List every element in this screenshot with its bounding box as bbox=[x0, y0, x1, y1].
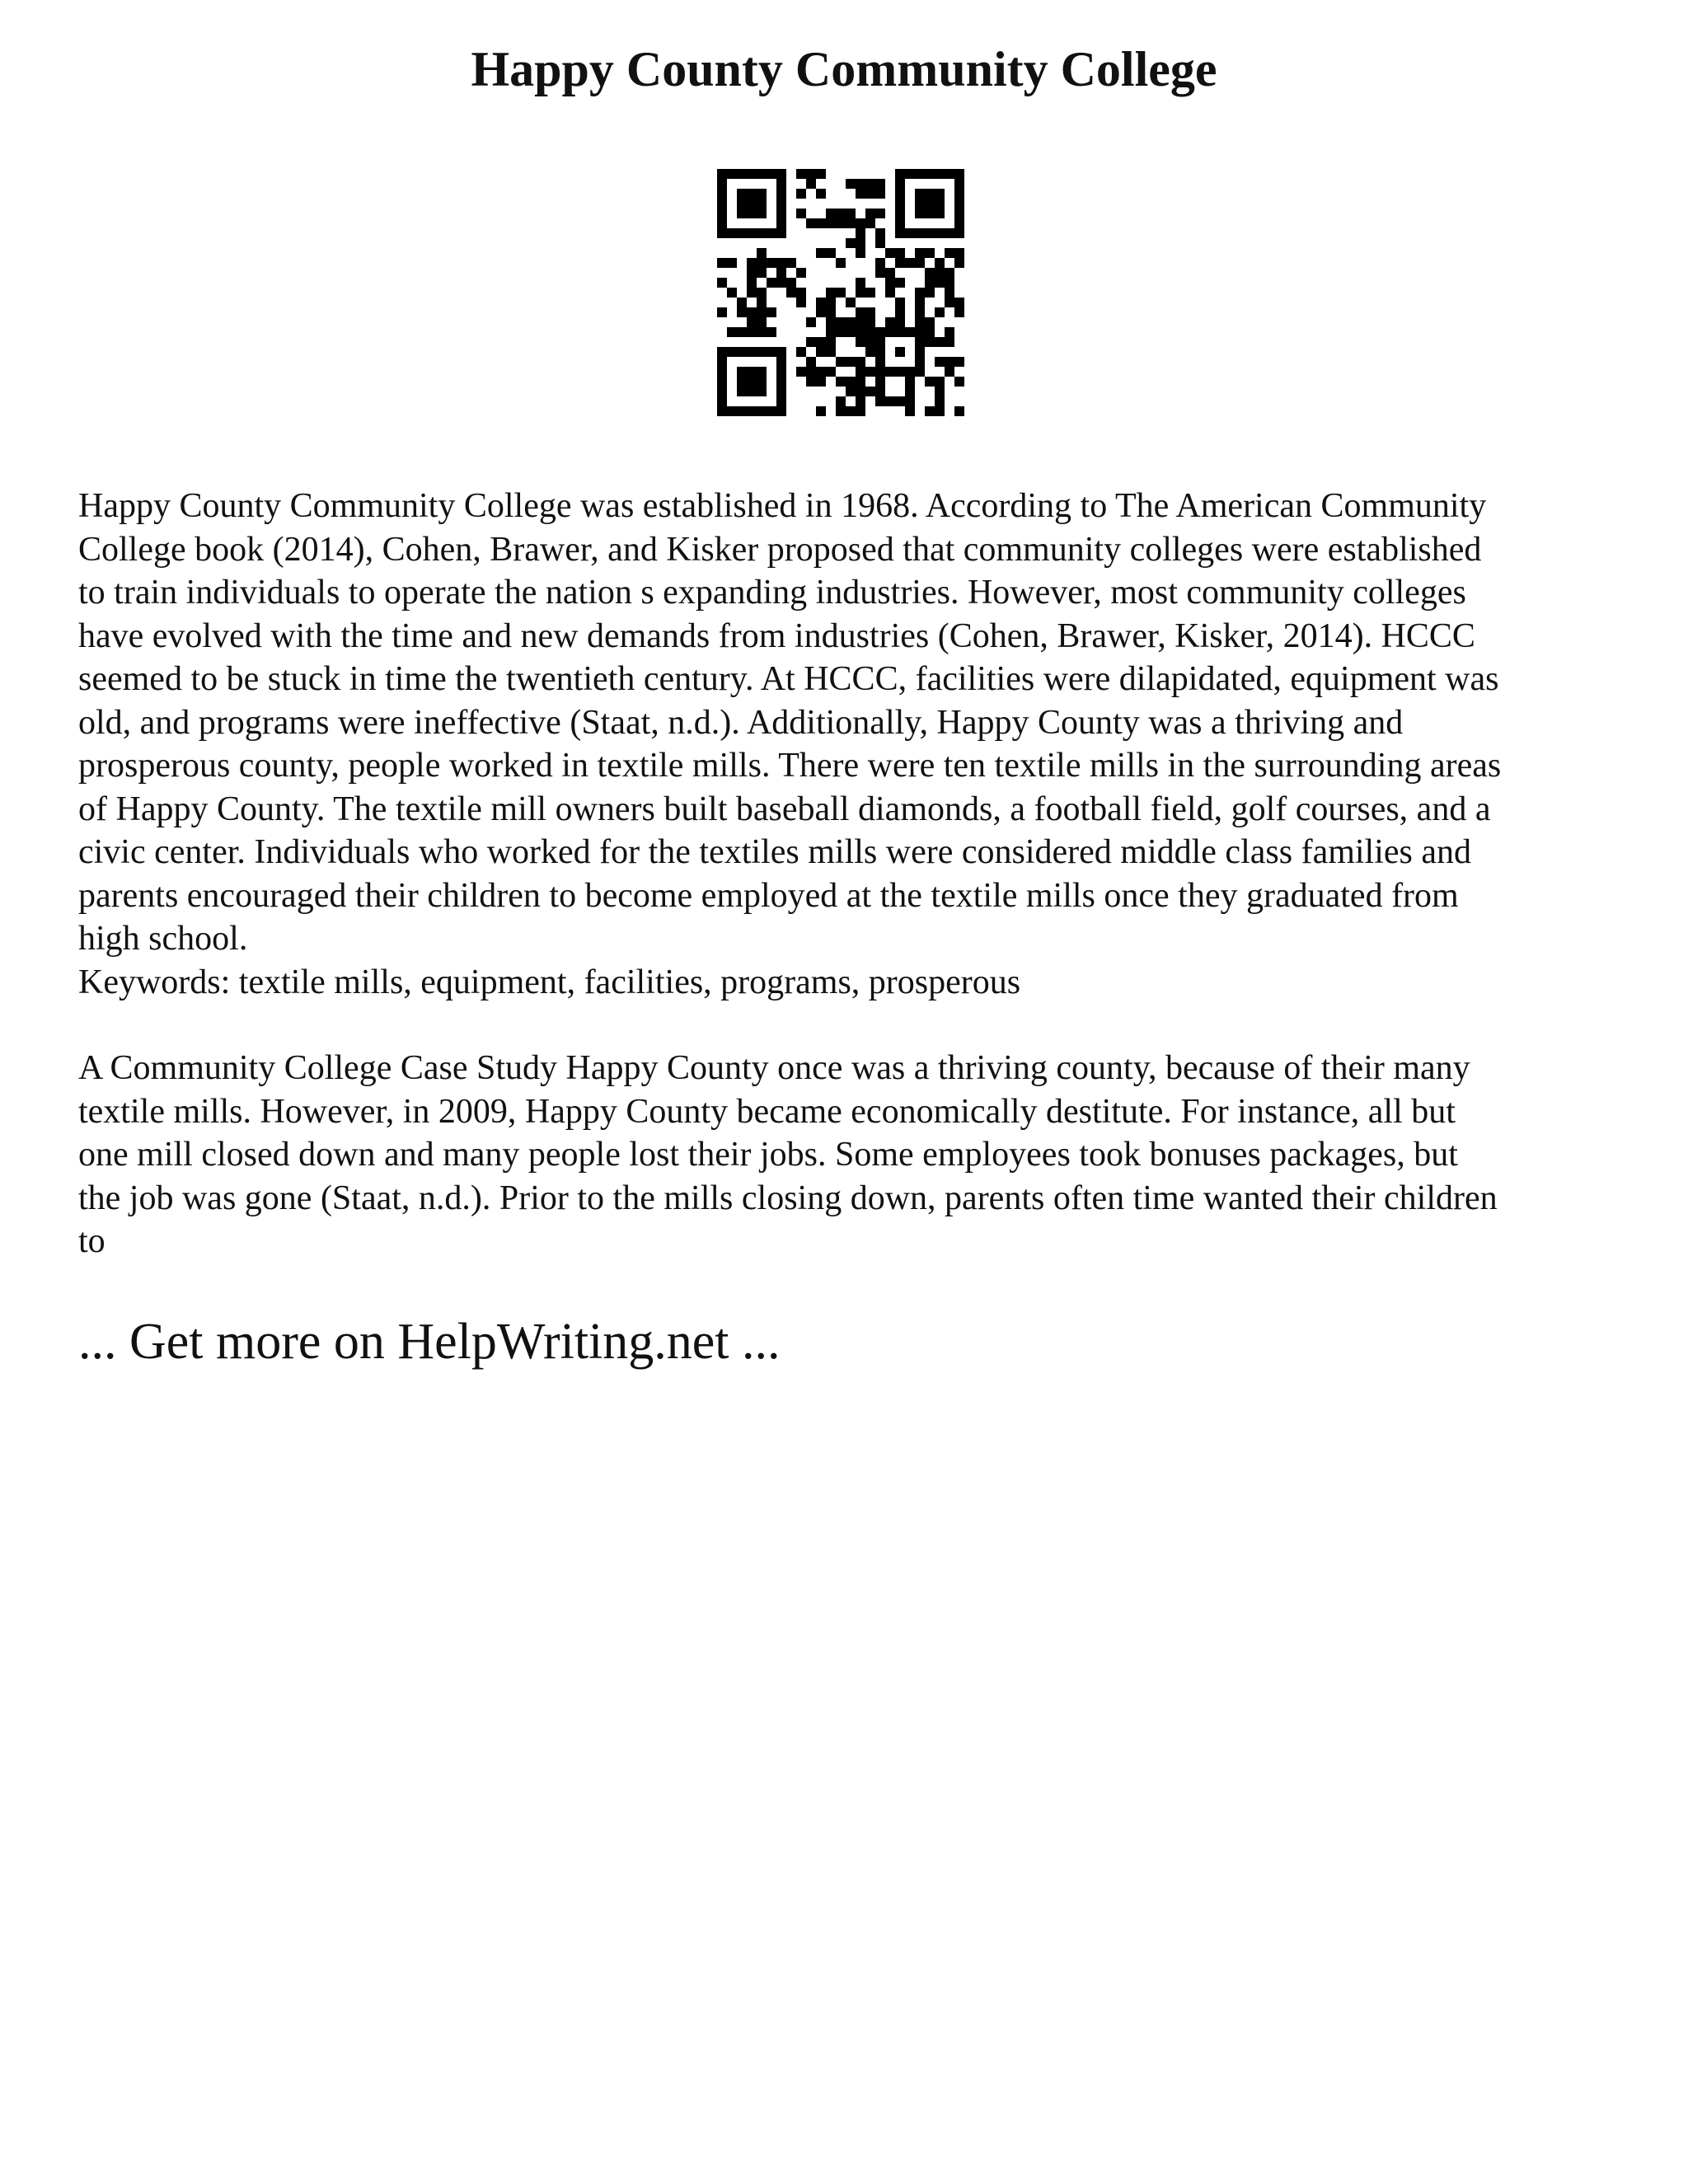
keywords-line: Keywords: textile mills, equipment, facilities, programs, prosperous bbox=[78, 963, 1021, 1001]
qr-code-icon bbox=[717, 169, 964, 416]
get-more-link[interactable]: ... Get more on HelpWriting.net ... bbox=[78, 1314, 781, 1370]
qr-code-image bbox=[717, 169, 964, 416]
paragraph-case-study: A Community College Case Study Happy County once was a thriving county, because of their many textile mills. However, in 2009, Happy County became economically destitute. For instance, all but one mill closed down and many people lost their jobs. Some employees took bonuses packages, but the job was gone (Staat, n.d.). Prior to the mills closing down, parents often time wanted their children to bbox=[78, 1049, 1498, 1260]
paragraph-intro: Happy County Community College was established in 1968. According to The American Community College book (2014), Cohen, Brawer, and Kisker proposed that community colleges were established to train individuals to operate the nation s expanding industries. However, most community colleges have evolved with the time and new demands from industries (Cohen, Brawer, Kisker, 2014). HCCC seemed to be stuck in time the twentieth century. At HCCC, facilities were dilapidated, equipment was old, and programs were ineffective (Staat, n.d.). Additionally, Happy County was a thriving and prosperous county, people worked in textile mills. There were ten textile mills in the surrounding areas of Happy County. The textile mill owners built baseball diamonds, a football field, golf courses, and a civic center. Individuals who worked for the textiles mills were considered middle class families and parents encouraged their children to become employed at the textile mills once they graduated from high school. bbox=[78, 487, 1502, 958]
document-title: Happy County Community College bbox=[471, 42, 1217, 96]
